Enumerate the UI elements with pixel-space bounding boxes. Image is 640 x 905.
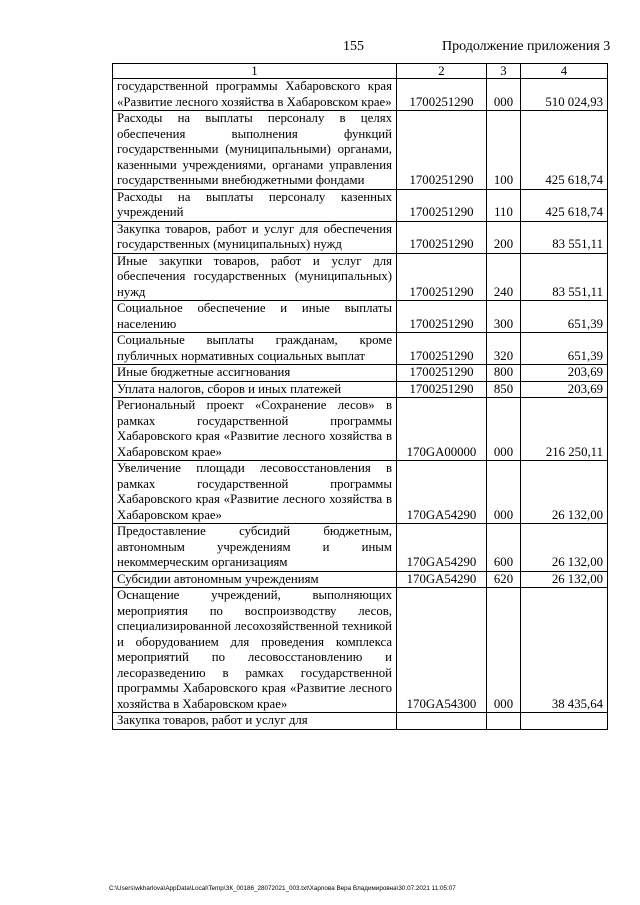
row-amount: 203,69 [521,365,608,382]
table-row [113,301,608,333]
row-expense-type: 100 [487,111,521,190]
table-row [113,111,608,190]
row-description: Закупка товаров, работ и услуг для [113,713,397,730]
row-description: Иные закупки товаров, работ и услуг для обеспечения государственных (муниципальных) нужд [113,253,397,301]
table-row [113,365,608,382]
row-expense-type: 240 [487,253,521,301]
row-description: Субсидии автономным учреждениям [113,571,397,588]
row-expense-type: 620 [487,571,521,588]
row-target-code: 1700251290 [397,221,487,253]
row-description: Предоставление субсидий бюджетным, автономным учреждениям и иным некоммерческим организациям [113,524,397,572]
row-expense-type [487,713,521,730]
table-row [113,571,608,588]
row-amount: 83 551,11 [521,221,608,253]
table-row [113,333,608,365]
row-target-code: 1700251290 [397,253,487,301]
column-header: 4 [521,64,608,79]
row-target-code: 170GA00000 [397,398,487,461]
row-target-code: 170GA54300 [397,588,487,713]
table-row [113,588,608,713]
row-amount: 203,69 [521,381,608,398]
row-target-code: 1700251290 [397,381,487,398]
row-description: Увеличение площади лесовосстановления в рамках государственной программы Хабаровского края «Развитие лесного хозяйства в Хабаровском крае» [113,461,397,524]
row-target-code: 1700251290 [397,365,487,382]
row-target-code: 1700251290 [397,301,487,333]
row-target-code: 170GA54290 [397,571,487,588]
table-row [113,713,608,730]
row-amount: 216 250,11 [521,398,608,461]
row-description: Уплата налогов, сборов и иных платежей [113,381,397,398]
row-amount: 26 132,00 [521,571,608,588]
table-row [113,381,608,398]
table-header-row [113,64,608,79]
continuation-label: Продолжение приложения 3 [442,39,611,54]
row-description: Региональный проект «Сохранение лесов» в рамках государственной программы Хабаровского края «Развитие лесного хозяйства в Хабаровском крае» [113,398,397,461]
row-target-code: 1700251290 [397,189,487,221]
row-expense-type: 000 [487,79,521,111]
row-amount: 425 618,74 [521,189,608,221]
row-target-code [397,713,487,730]
row-amount: 651,39 [521,333,608,365]
row-expense-type: 320 [487,333,521,365]
table-row [113,461,608,524]
row-target-code: 170GA54290 [397,524,487,572]
row-expense-type: 000 [487,398,521,461]
row-amount [521,713,608,730]
budget-table [112,63,608,730]
row-expense-type: 000 [487,461,521,524]
row-expense-type: 110 [487,189,521,221]
row-expense-type: 600 [487,524,521,572]
table-row [113,221,608,253]
row-description: Социальное обеспечение и иные выплаты населению [113,301,397,333]
page-number: 155 [343,39,364,54]
row-amount: 425 618,74 [521,111,608,190]
row-expense-type: 200 [487,221,521,253]
row-expense-type: 850 [487,381,521,398]
column-header: 1 [113,64,397,79]
row-amount: 510 024,93 [521,79,608,111]
table-row [113,189,608,221]
row-description: государственной программы Хабаровского края «Развитие лесного хозяйства в Хабаровском крае» [113,79,397,111]
row-description: Закупка товаров, работ и услуг для обеспечения государственных (муниципальных) нужд [113,221,397,253]
row-target-code: 170GA54290 [397,461,487,524]
row-description: Социальные выплаты гражданам, кроме публичных нормативных социальных выплат [113,333,397,365]
row-amount: 651,39 [521,301,608,333]
row-description: Оснащение учреждений, выполняющих мероприятия по воспроизводству лесов, специализированной лесохозяйственной техникой и оборудованием для проведения комплекса мероприятий по лесовосстановлению и лесоразведению в рамках государственной программы Хабаровского края «Развитие лесного хозяйства в Хабаровском крае» [113,588,397,713]
row-amount: 38 435,64 [521,588,608,713]
row-target-code: 1700251290 [397,333,487,365]
table-row [113,79,608,111]
row-expense-type: 300 [487,301,521,333]
row-amount: 83 551,11 [521,253,608,301]
table-row [113,398,608,461]
row-amount: 26 132,00 [521,461,608,524]
table-row [113,253,608,301]
column-header: 2 [397,64,487,79]
row-target-code: 1700251290 [397,111,487,190]
row-description: Иные бюджетные ассигнования [113,365,397,382]
file-path-footer: C:\Users\wkharlova\AppData\Local\Temp\ЗК_00186_28072021_003.txt\Харлова Вера Владимировна\30.07.2021 11:05:07 [109,885,456,892]
row-expense-type: 000 [487,588,521,713]
table-row [113,524,608,572]
column-header: 3 [487,64,521,79]
row-description: Расходы на выплаты персоналу в целях обеспечения выполнения функций государственными (муниципальными) органами, казенными учреждениями, органами управления государственными внебюджетными фондами [113,111,397,190]
row-description: Расходы на выплаты персоналу казенных учреждений [113,189,397,221]
row-target-code: 1700251290 [397,79,487,111]
row-expense-type: 800 [487,365,521,382]
row-amount: 26 132,00 [521,524,608,572]
